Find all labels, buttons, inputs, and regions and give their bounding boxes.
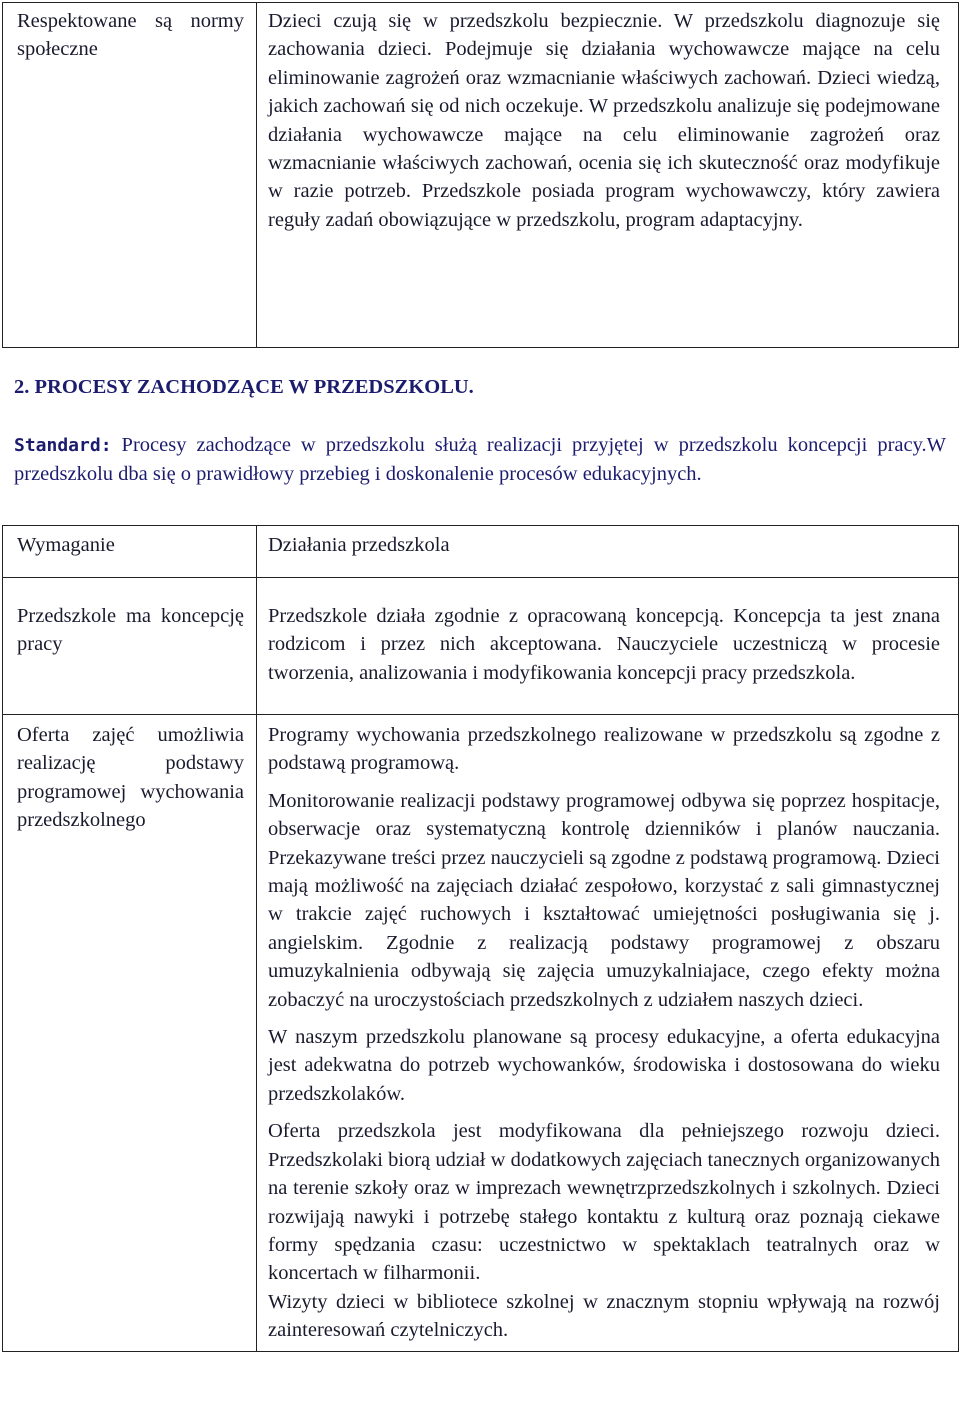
standard-paragraph [14,431,946,489]
table-header-row [3,526,959,578]
column-header: Działania przedszkola [268,534,450,556]
requirement-label: Respektowane są normy społeczne [17,10,244,61]
table-row [3,578,959,715]
table-row [3,3,959,348]
table-row [3,715,959,1352]
actions-text: Przedszkole działa zgodnie z opracowaną koncepcją. Koncepcja ta jest znana rodzicom i przez nich akceptowana. Nauczyciele uczestniczą w procesie tworzenia, analizowania i modyfikowania koncepcji pracy przedszkola. [268,605,940,684]
processes-table [2,525,959,1352]
actions-text: Wizyty dzieci w bibliotece szkolnej w znacznym stopniu wpływają na rozwój zainteresowań czytelniczych. [268,1290,940,1342]
actions-text: Programy wychowania przedszkolnego realizowane w przedszkolu są zgodne z podstawą programową. [268,724,940,775]
actions-text: W naszym przedszkolu planowane są procesy edukacyjne, a oferta edukacyjna jest adekwatna do potrzeb wychowanków, środowiska i dostosowana do wieku przedszkolaków. [268,1026,940,1105]
section-heading: 2. PROCESY ZACHODZĄCE W PRZEDSZKOLU. [14,376,474,398]
actions-text: Monitorowanie realizacji podstawy programowej odbywa się poprzez hospitacje, obserwacje oraz systematyczną kontrolę dzienników i planów nauczania. Przekazywane treści przez nauczycieli są zgodne z podstawą programową. Dzieci mają możliwość na zajęciach działać zespołowo, korzystać z sali gimnastycznej w trakcie zajęć ruchowych i kształtować umiejętności posługiwania się j. angielskim. Zgodnie z realizacją podstawy programowej z obszaru umuzykalnienia odbywają się zajęcia umuzykalniajace, czego efekty można zobaczyć na uroczystościach przedszkolnych z udziałem naszych dzieci. [268,789,940,1011]
actions-cell [257,715,959,1352]
standard-label: Standard: [14,435,112,456]
requirement-cell [3,578,257,715]
column-header: Wymaganie [17,534,115,556]
requirement-label: Przedszkole ma koncepcję pracy [17,605,244,656]
norms-table [2,2,959,348]
requirement-label [17,721,244,835]
actions-cell [257,578,959,715]
header-actions [257,526,959,578]
standard-text: Procesy zachodzące w przedszkolu służą realizacji przyjętej w przedszkolu koncepcji pracy.W przedszkolu dba się o prawidłowy przebieg i doskonalenie procesów edukacyjnych. [14,434,946,486]
header-requirement [3,526,257,578]
actions-text: Oferta przedszkola jest modyfikowana dla pełniejszego rozwoju dzieci. Przedszkolaki biorą udział w dodatkowych zajęciach tanecznych organizowanych na terenie szkoły oraz w imprezach wewnętrzprzedszkolnych i szkolnych. Dzieci rozwijają nawyki i potrzebę stałego kontaktu z kulturą oraz poznają ciekawe formy spędzania czasu: uczestnictwo w spektaklach teatralnych oraz w koncertach w filharmonii. [268,1120,940,1285]
requirement-text: Oferta zajęć umożliwia realizację podstawy programowej wychowania przedszkolnego [17,724,244,832]
actions-text: Dzieci czują się w przedszkolu bezpiecznie. W przedszkolu diagnozuje się zachowania dzieci. Podejmuje się działania wychowawcze mające na celu eliminowanie zagrożeń oraz wzmacnianie właściwych zachowań. Dzieci wiedzą, jakich zachowań się od nich oczekuje. W przedszkolu analizuje się podejmowane działania wychowawcze mające na celu eliminowanie zagrożeń oraz wzmacnianie właściwych zachowań, ocenia się ich skuteczność oraz modyfikuje w razie potrzeb. Przedszkole posiada program wychowawczy, który zawiera reguły zadań obowiązujące w przedszkolu, program adaptacyjny. [268,10,940,231]
requirement-cell [3,3,257,348]
requirement-cell [3,715,257,1352]
actions-cell [257,3,959,348]
